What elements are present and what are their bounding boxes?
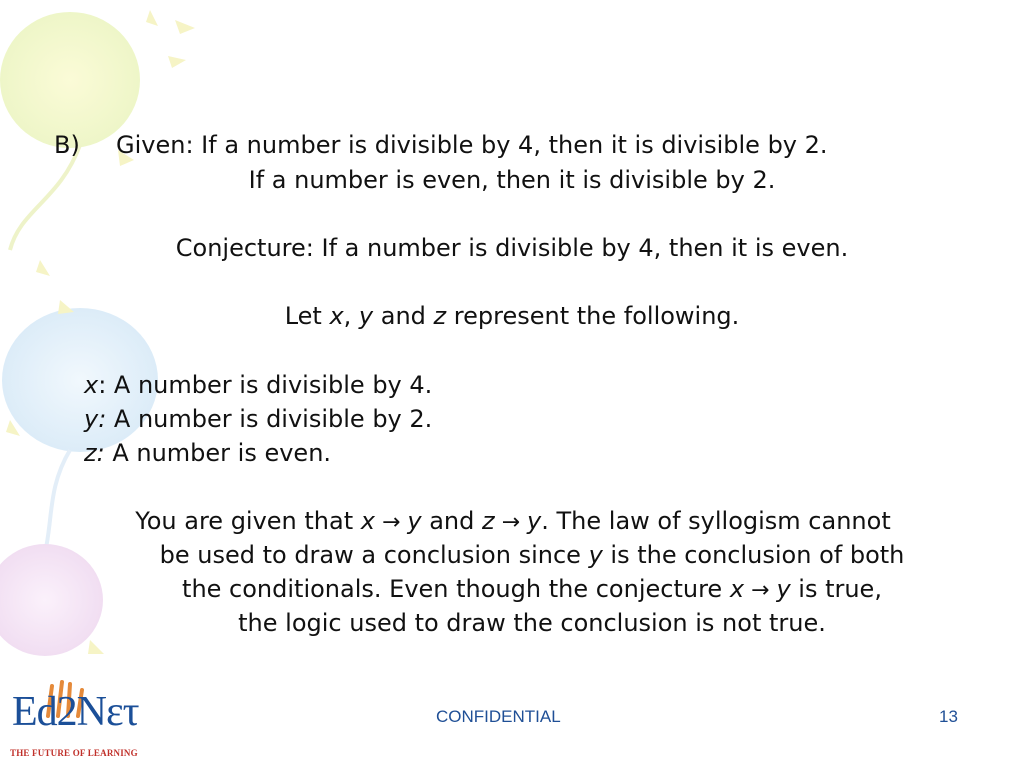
explanation-line-2 [20, 540, 1024, 570]
item-label: B) [54, 131, 80, 159]
text-run: is the conclusion of both [602, 541, 905, 569]
text-run: the conditionals. Even though the conjecture [182, 575, 730, 603]
let-and: and [373, 302, 434, 330]
definition-var: x [84, 371, 99, 399]
explanation-line-1 [1, 506, 1024, 538]
let-suffix: represent the following. [446, 302, 740, 330]
explanation-line-3 [20, 574, 1024, 606]
text-run: . The law of syllogism cannot [541, 507, 891, 535]
let-statement [0, 301, 1024, 331]
logo-tagline: THE FUTURE OF LEARNING [10, 748, 138, 758]
text-run: be used to draw a conclusion since [159, 541, 589, 569]
var-y: y [588, 541, 603, 569]
logo-wordmark: Ed2Nετ [12, 689, 139, 735]
arrow-icon: → [494, 510, 528, 535]
explanation-line-4: the logic used to draw the conclusion is not true. [238, 609, 826, 637]
given-statement-1: Given: If a number is divisible by 4, then it is divisible by 2. [116, 131, 828, 159]
let-prefix: Let [284, 302, 330, 330]
definition-sep: : [98, 371, 107, 399]
var-z: z [433, 302, 447, 330]
definition-text: A number is divisible by 4. [106, 371, 433, 399]
arrow-icon: → [374, 510, 408, 535]
definition-text: A number is even. [104, 439, 332, 467]
conjecture-statement: Conjecture: If a number is divisible by 4, then it is even. [175, 234, 849, 262]
var-x: x [329, 302, 344, 330]
definition-y [84, 404, 432, 434]
text-run: and [421, 507, 483, 535]
var-z: z [482, 507, 495, 535]
var-x: x [360, 507, 375, 535]
definition-x [84, 370, 432, 400]
definition-var: z: [84, 439, 105, 467]
var-x: x [729, 575, 745, 603]
var-y: y [358, 302, 374, 330]
definition-z [84, 438, 331, 468]
given-statement-2: If a number is even, then it is divisible by 2. [248, 166, 776, 194]
page-number: 13 [939, 707, 958, 726]
ed2net-logo [10, 680, 170, 764]
arrow-icon: → [744, 578, 777, 603]
text-run: You are given that [135, 507, 361, 535]
var-y: y [776, 575, 791, 603]
let-comma: , [343, 302, 359, 330]
var-y: y [407, 507, 422, 535]
var-y: y [527, 507, 542, 535]
definition-var: y: [84, 405, 107, 433]
text-run: is true, [790, 575, 882, 603]
confidential-label: CONFIDENTIAL [436, 707, 561, 726]
definition-text: A number is divisible by 2. [106, 405, 433, 433]
